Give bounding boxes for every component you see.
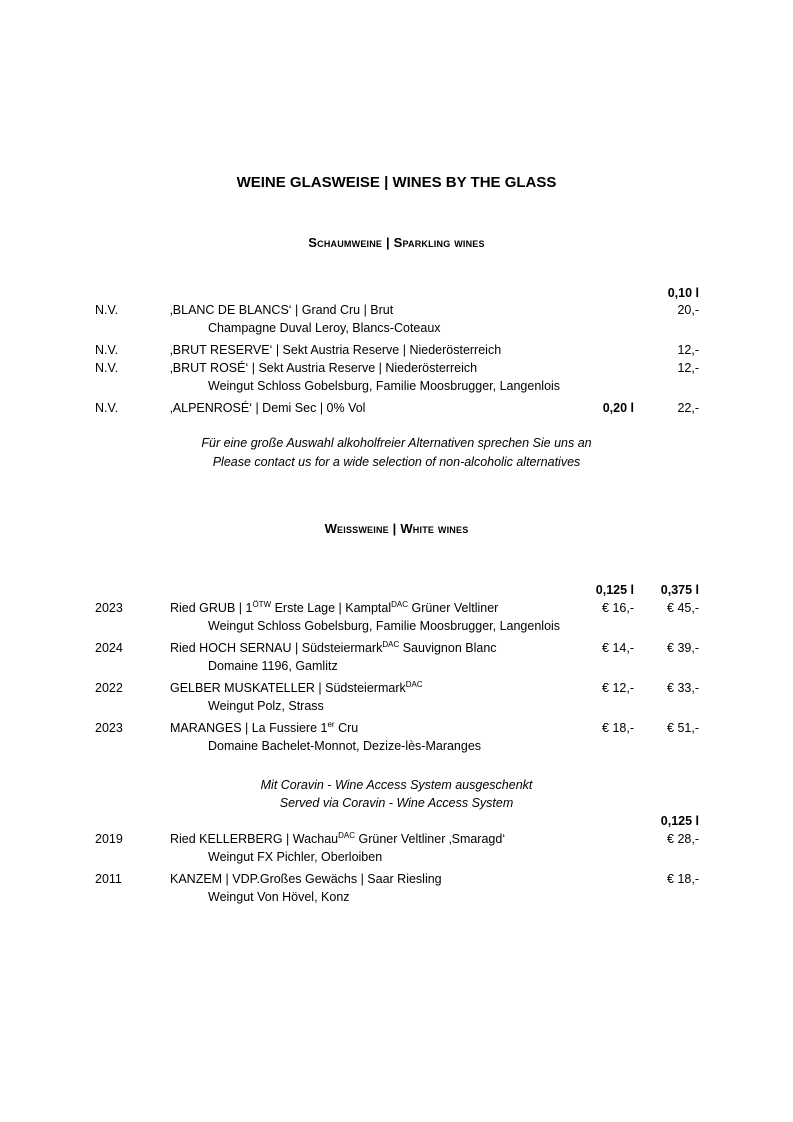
wine-price-large: € 39,- [667, 641, 699, 655]
wine-name: ‚BRUT ROSÉ‘ | Sekt Austria Reserve | Niederösterreich [170, 361, 478, 375]
white-volume-header-large: 0,375 l [660, 583, 699, 597]
sparkling-heading: Schaumweine | Sparkling wines [308, 235, 485, 250]
wine-producer: Weingut Von Hövel, Konz [208, 890, 350, 904]
wine-price-small: € 18,- [602, 721, 634, 735]
wine-producer: Weingut Polz, Strass [208, 699, 324, 713]
wine-name: GELBER MUSKATELLER | Südsteiermark$^{DAC}$ [170, 680, 423, 695]
wine-producer: Weingut FX Pichler, Oberloiben [208, 850, 383, 864]
wine-producer: Champagne Duval Leroy, Blancs-Coteaux [208, 321, 441, 335]
wine-year: 2024 [95, 641, 123, 655]
wine-year: 2019 [95, 832, 123, 846]
wine-price: € 28,- [667, 832, 699, 846]
wine-name: ‚BRUT RESERVE‘ | Sekt Austria Reserve | Niederösterreich [170, 343, 502, 357]
page-title: WEINE GLASWEISE | WINES BY THE GLASS [236, 174, 557, 191]
sparkling-volume-header: 0,10 l [667, 286, 699, 300]
wine-producer: Weingut Schloss Gobelsburg, Familie Moosbrugger, Langenlois [208, 379, 561, 393]
wine-price-large: € 33,- [667, 681, 699, 695]
wine-year: N.V. [95, 401, 119, 415]
non-alcoholic-note-en: Please contact us for a wide selection of non-alcoholic alternatives [212, 455, 581, 469]
coravin-volume-header: 0,125 l [660, 814, 699, 828]
wine-price: 20,- [677, 303, 699, 317]
wine-name: Ried KELLERBERG | Wachau$^{DAC}$ Grüner Veltliner ‚Smaragd‘ [170, 831, 506, 846]
wine-year: N.V. [95, 361, 119, 375]
white-heading: Weissweine | White wines [324, 521, 469, 536]
wine-name: Ried HOCH SERNAU | Südsteiermark$^{DAC}$ Sauvignon Blanc [170, 640, 497, 655]
wine-name: Ried GRUB | $1^{ÖTW}$ Erste Lage | Kamptal$^{DAC}$ Grüner Veltliner [170, 600, 499, 615]
wine-producer: Weingut Schloss Gobelsburg, Familie Moosbrugger, Langenlois [208, 619, 561, 633]
wine-volume: 0,20 l [602, 401, 634, 415]
wine-price: 12,- [677, 361, 699, 375]
non-alcoholic-note-de: Für eine große Auswahl alkoholfreier Alternativen sprechen Sie uns an [201, 436, 592, 450]
wine-producer: Domaine Bachelet-Monnot, Dezize-lès-Maranges [208, 739, 482, 753]
wine-year: 2011 [95, 872, 122, 886]
wine-price-large: € 51,- [667, 721, 699, 735]
white-volume-header-small: 0,125 l [595, 583, 634, 597]
wine-year: 2022 [95, 681, 123, 695]
wine-price-small: € 14,- [602, 641, 634, 655]
wine-year: N.V. [95, 303, 119, 317]
wine-price: € 18,- [667, 872, 699, 886]
wine-name: KANZEM | VDP.Großes Gewächs | Saar Riesling [170, 872, 442, 886]
wine-price: 12,- [677, 343, 699, 357]
coravin-note-en: Served via Coravin - Wine Access System [279, 796, 514, 810]
wine-year: 2023 [95, 601, 123, 615]
wine-name: MARANGES | La Fussiere 1er Cru [170, 720, 359, 735]
wine-year: 2023 [95, 721, 123, 735]
wine-name: ‚ALPENROSÉ‘ | Demi Sec | 0% Vol [170, 401, 366, 415]
wine-price: 22,- [677, 401, 699, 415]
wine-producer: Domaine 1196, Gamlitz [208, 659, 338, 673]
wine-year: N.V. [95, 343, 119, 357]
wine-name: ‚BLANC DE BLANCS‘ | Grand Cru | Brut [170, 303, 394, 317]
wine-price-small: € 12,- [602, 681, 634, 695]
coravin-note-de: Mit Coravin - Wine Access System ausgeschenkt [260, 778, 533, 792]
wine-price-small: € 16,- [602, 601, 634, 615]
wine-price-large: € 45,- [667, 601, 699, 615]
